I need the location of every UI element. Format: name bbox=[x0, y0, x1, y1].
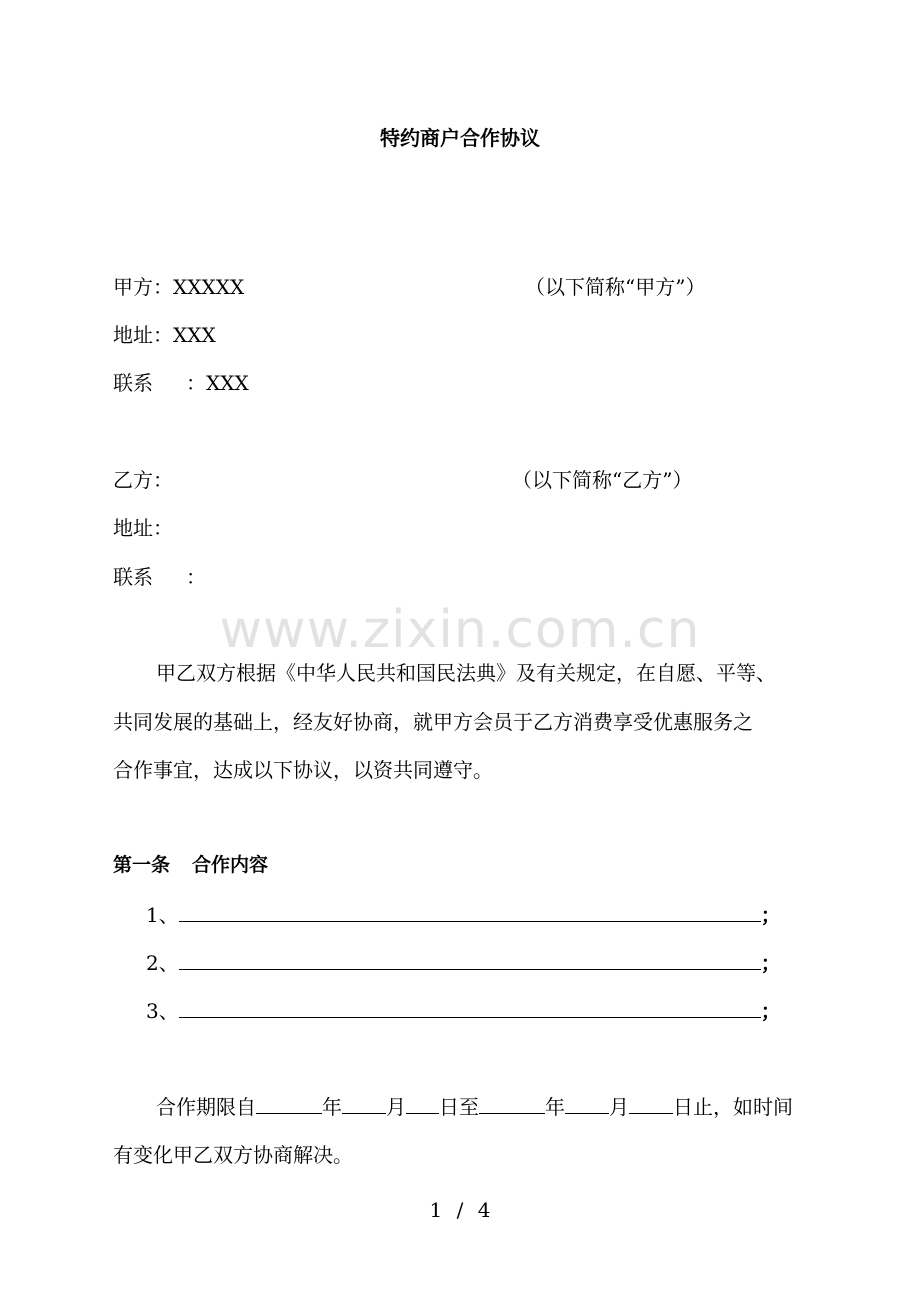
watermark: www.zixin.com.cn bbox=[219, 600, 701, 660]
article-1-item-2 bbox=[146, 947, 781, 976]
party-a-address: 地址：XXX bbox=[113, 323, 216, 347]
page-separator: / bbox=[456, 1198, 464, 1222]
page-total: 4 bbox=[477, 1198, 491, 1222]
item-number: 3、 bbox=[146, 999, 179, 1023]
party-a-contact-label: 联系 bbox=[113, 371, 153, 395]
intro-line-2: 共同发展的基础上，经友好协商，就甲方会员于乙方消费享受优惠服务之 bbox=[113, 710, 753, 734]
term-line-1 bbox=[156, 1091, 793, 1120]
term-year-1: 年 bbox=[322, 1095, 342, 1119]
term-year-2: 年 bbox=[545, 1095, 565, 1119]
party-a-name: 甲方：XXXXX bbox=[113, 275, 245, 299]
article-1-label: 第一条 bbox=[113, 854, 171, 876]
blank-line bbox=[179, 903, 761, 922]
party-a-alias: （以下简称“甲方”） bbox=[525, 275, 706, 299]
party-b-contact-label: 联系 bbox=[113, 565, 153, 589]
item-end: ； bbox=[760, 951, 781, 975]
term-month-1: 月 bbox=[386, 1095, 406, 1119]
intro-line-3: 合作事宜，达成以下协议，以资共同遵守。 bbox=[113, 758, 493, 782]
blank-line bbox=[629, 1095, 673, 1114]
article-1-title: 合作内容 bbox=[192, 854, 269, 876]
blank-line bbox=[565, 1095, 609, 1114]
party-b-contact-value: ： bbox=[186, 565, 206, 589]
item-number: 1、 bbox=[146, 903, 179, 927]
party-b-name: 乙方： bbox=[113, 468, 173, 492]
blank-line bbox=[406, 1095, 439, 1114]
term-start: 合作期限自 bbox=[156, 1095, 256, 1119]
item-end: ； bbox=[760, 903, 781, 927]
party-b-address: 地址： bbox=[113, 516, 173, 540]
term-month-2: 月 bbox=[609, 1095, 629, 1119]
blank-line bbox=[479, 1095, 545, 1114]
term-day-1: 日至 bbox=[439, 1095, 479, 1119]
item-number: 2、 bbox=[146, 951, 179, 975]
blank-line bbox=[342, 1095, 386, 1114]
blank-line bbox=[179, 951, 761, 970]
page-number bbox=[0, 1198, 920, 1222]
item-end: ； bbox=[760, 999, 781, 1023]
party-b-alias: （以下简称“乙方”） bbox=[512, 468, 693, 492]
intro-line-1: 甲乙双方根据《中华人民共和国民法典》及有关规定，在自愿、平等、 bbox=[156, 661, 776, 685]
article-1-item-3 bbox=[146, 995, 781, 1024]
article-1-heading bbox=[113, 850, 268, 877]
term-day-2: 日止，如时间 bbox=[673, 1095, 793, 1119]
blank-line bbox=[256, 1095, 322, 1114]
term-line-2: 有变化甲乙双方协商解决。 bbox=[113, 1143, 353, 1167]
document-title: 特约商户合作协议 bbox=[380, 126, 540, 150]
page-current: 1 bbox=[429, 1198, 443, 1222]
article-1-item-1 bbox=[146, 899, 781, 928]
blank-line bbox=[179, 999, 761, 1018]
party-a-contact-value: ：XXX bbox=[186, 371, 249, 395]
